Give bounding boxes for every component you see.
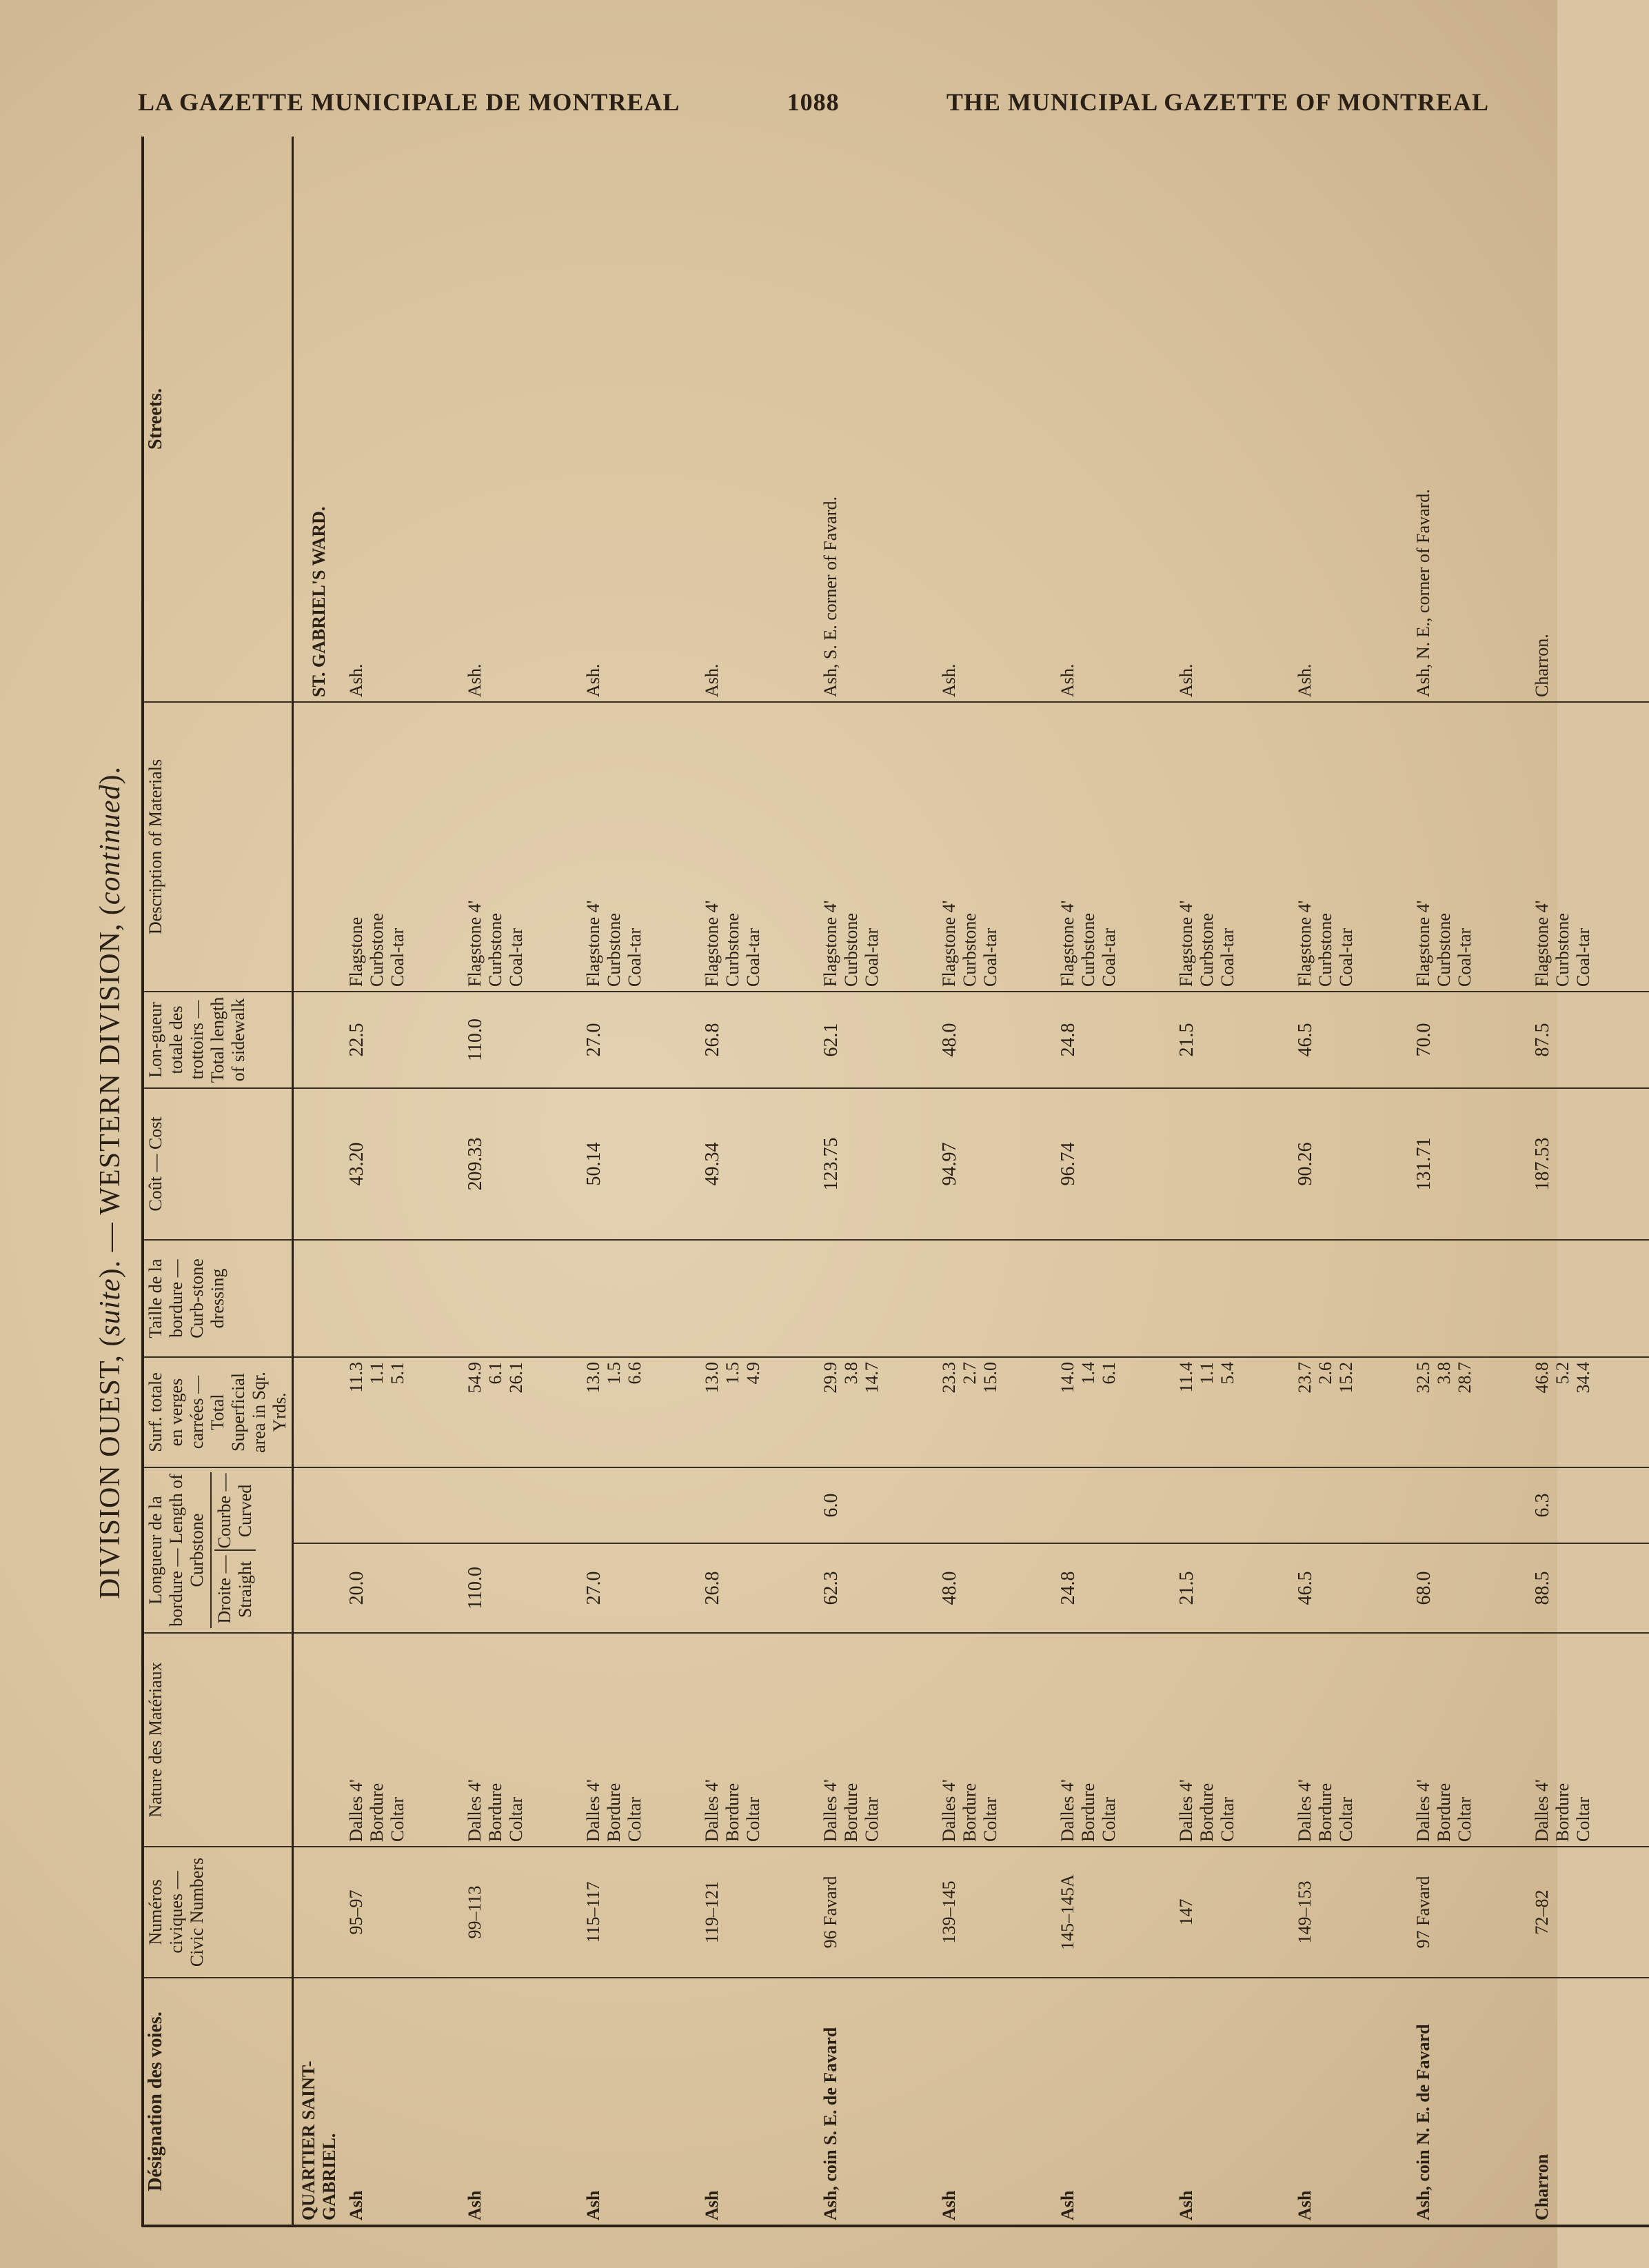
materials-cell-line: Curbstone — [722, 913, 742, 987]
surface-cell-line: 23.3 — [939, 1362, 959, 1394]
surface-cell-line: 15.0 — [980, 1362, 1000, 1394]
surface-cell — [582, 1357, 700, 1467]
surface-cell-line: 13.0 — [702, 1362, 722, 1394]
nature-cell-line: Dalles 4' — [1413, 1779, 1433, 1842]
nature-cell-line: Bordure — [1315, 1783, 1335, 1842]
page-number: 1088 — [787, 88, 840, 116]
nature-cell-line: Coltar — [506, 1797, 526, 1842]
sidewalk-length-cell: 48.0 — [938, 992, 1056, 1088]
col-streets: Streets. — [143, 137, 293, 702]
materials-cell-line: Coal-tar — [1455, 927, 1475, 987]
civic-number-cell: 139–145 — [938, 1847, 1056, 1978]
surface-cell-line: 13.0 — [583, 1362, 603, 1394]
surface-cell-line: 26.1 — [506, 1362, 526, 1394]
nature-cell-line: Coltar — [1099, 1797, 1119, 1842]
materials-cell-line: Curbstone — [960, 913, 980, 987]
sidewalk-length-cell: 26.8 — [700, 992, 819, 1088]
materials-cell-line: Flagstone 4' — [465, 900, 485, 987]
surface-cell — [345, 1357, 463, 1467]
rotated-page-body — [83, 138, 1593, 2227]
materials-cell — [463, 702, 582, 992]
materials-cell — [819, 702, 938, 992]
straight-length-cell: 24.8 — [1056, 1543, 1175, 1633]
surface-cell-line: 1.1 — [367, 1362, 387, 1385]
street-cell: Ash. — [463, 137, 582, 702]
sidewalk-length-cell: 110.0 — [463, 992, 582, 1088]
nature-cell — [1293, 1633, 1412, 1847]
materials-cell-line: Coal-tar — [1099, 927, 1119, 987]
nature-cell-line: Bordure — [1552, 1783, 1572, 1842]
sidewalk-length-cell: 24.8 — [1056, 992, 1175, 1088]
sidewalk-length-cell: 87.5 — [1530, 992, 1649, 1088]
col-designation: Désignation des voies. — [143, 1978, 293, 2226]
materials-cell-line: Coal-tar — [387, 927, 407, 987]
surface-cell-line: 5.1 — [387, 1362, 407, 1385]
curved-length-cell — [938, 1467, 1056, 1543]
nature-cell-line: Dalles 4' — [820, 1779, 840, 1842]
surface-cell-line: 2.7 — [960, 1362, 980, 1385]
designation-cell: Ash, coin S. E. de Favard — [819, 1978, 938, 2226]
civic-number-cell: 96 Favard — [819, 1847, 938, 1978]
street-cell: Ash. — [938, 137, 1056, 702]
cost-cell: 209.33 — [463, 1088, 582, 1240]
materials-cell — [582, 702, 700, 992]
street-cell: Ash, S. E. corner of Favard. — [819, 137, 938, 702]
dressing-cell — [700, 1240, 819, 1357]
dressing-cell — [1412, 1240, 1530, 1357]
civic-number-cell: 97 Favard — [1412, 1847, 1530, 1978]
nature-cell — [700, 1633, 819, 1847]
street-cell: Ash. — [700, 137, 819, 702]
civic-number-cell: 145–145A — [1056, 1847, 1175, 1978]
nature-cell-line: Bordure — [1434, 1783, 1454, 1842]
nature-cell-line: Dalles 4' — [702, 1779, 722, 1842]
nature-cell — [1056, 1633, 1175, 1847]
dressing-cell — [463, 1240, 582, 1357]
nature-cell-line: Dalles 4' — [583, 1779, 603, 1842]
surface-cell-line: 6.1 — [1099, 1362, 1119, 1385]
col-cost: Coût — Cost — [143, 1088, 293, 1240]
nature-cell-line: Coltar — [1217, 1797, 1237, 1842]
straight-length-cell: 48.0 — [938, 1543, 1056, 1633]
materials-cell-line: Flagstone 4' — [1413, 900, 1433, 987]
col-length — [143, 1467, 293, 1633]
table-row — [819, 137, 938, 2226]
straight-length-cell: 88.5 — [1530, 1543, 1649, 1633]
straight-length-cell: 68.0 — [1412, 1543, 1530, 1633]
ward-french: QUARTIER SAINT-GABRIEL. — [293, 1978, 345, 2226]
designation-cell: Ash — [582, 1978, 700, 2226]
materials-cell — [1175, 702, 1293, 992]
surface-cell-line: 11.4 — [1176, 1362, 1196, 1393]
table-row — [345, 137, 463, 2226]
col-dressing: Taille de la bordure — Curb-stone dressing — [143, 1240, 293, 1357]
surface-cell-line: 14.7 — [862, 1362, 882, 1394]
materials-cell-line: Coal-tar — [625, 927, 645, 987]
curved-length-cell — [345, 1467, 463, 1543]
civic-number-cell: 147 — [1175, 1847, 1293, 1978]
designation-cell: Ash — [1175, 1978, 1293, 2226]
title-continued: continued — [94, 784, 126, 905]
nature-cell — [938, 1633, 1056, 1847]
ward-row — [293, 137, 345, 2226]
title-prefix: DIVISION OUEST, ( — [94, 1336, 126, 1599]
materials-cell-line: Flagstone 4' — [583, 900, 603, 987]
surface-cell — [700, 1357, 819, 1467]
designation-cell: Ash — [1056, 1978, 1175, 2226]
straight-length-cell: 46.5 — [1293, 1543, 1412, 1633]
sidewalk-length-cell: 27.0 — [582, 992, 700, 1088]
nature-cell-line: Coltar — [1336, 1797, 1356, 1842]
cost-cell: 43.20 — [345, 1088, 463, 1240]
street-cell: Ash, N. E., corner of Favard. — [1412, 137, 1530, 702]
nature-cell-line: Coltar — [980, 1797, 1000, 1842]
materials-cell-line: Curbstone — [1552, 913, 1572, 987]
designation-cell: Ash, coin N. E. de Favard — [1412, 1978, 1530, 2226]
header-english-title: THE MUNICIPAL GAZETTE OF MONTREAL — [946, 88, 1489, 116]
civic-number-cell: 72–82 — [1530, 1847, 1649, 1978]
cost-cell: 49.34 — [700, 1088, 819, 1240]
nature-cell-line: Bordure — [1078, 1783, 1098, 1842]
page-title — [83, 138, 138, 2227]
cost-cell: 96.74 — [1056, 1088, 1175, 1240]
cost-cell: 50.14 — [582, 1088, 700, 1240]
dressing-cell — [1293, 1240, 1412, 1357]
materials-cell-line: Flagstone 4' — [820, 900, 840, 987]
street-cell: Ash. — [1056, 137, 1175, 702]
materials-cell-line: Curbstone — [1434, 913, 1454, 987]
nature-cell-line: Coltar — [862, 1797, 882, 1842]
nature-cell — [345, 1633, 463, 1847]
street-cell: Ash. — [582, 137, 700, 702]
nature-cell-line: Coltar — [625, 1797, 645, 1842]
table-row — [1530, 137, 1649, 2226]
col-civic: Numéros civiques — Civic Numbers — [143, 1847, 293, 1978]
table-row — [938, 137, 1056, 2226]
straight-length-cell: 110.0 — [463, 1543, 582, 1633]
designation-cell: Ash — [1293, 1978, 1412, 2226]
curved-length-cell — [1175, 1467, 1293, 1543]
nature-cell — [1412, 1633, 1530, 1847]
surface-cell-line: 3.8 — [841, 1362, 861, 1385]
materials-cell — [938, 702, 1056, 992]
materials-cell — [1412, 702, 1530, 992]
col-sidewalk: Lon-gueur totale des trottoirs — Total length of sidewalk — [143, 992, 293, 1088]
straight-length-cell: 20.0 — [345, 1543, 463, 1633]
materials-cell — [700, 702, 819, 992]
surface-cell-line: 4.9 — [743, 1362, 763, 1385]
designation-cell: Ash — [700, 1978, 819, 2226]
cost-cell: 131.71 — [1412, 1088, 1530, 1240]
nature-cell-line: Dalles 4' — [1295, 1779, 1315, 1842]
dressing-cell — [819, 1240, 938, 1357]
sidewalk-length-cell: 46.5 — [1293, 992, 1412, 1088]
dressing-cell — [345, 1240, 463, 1357]
street-cell: Ash. — [1175, 137, 1293, 702]
nature-cell — [582, 1633, 700, 1847]
civic-number-cell: 149–153 — [1293, 1847, 1412, 1978]
nature-cell-line: Dalles 4' — [1058, 1779, 1078, 1842]
curved-length-cell — [700, 1467, 819, 1543]
surface-cell-line: 6.6 — [625, 1362, 645, 1385]
materials-cell — [1530, 702, 1649, 992]
materials-cell-line: Curbstone — [485, 913, 505, 987]
col-curved: Courbe — Curved — [214, 1472, 256, 1551]
nature-cell — [1530, 1633, 1649, 1847]
designation-cell: Charron — [1530, 1978, 1649, 2226]
surface-cell — [1293, 1357, 1412, 1467]
surface-cell-line: 6.1 — [485, 1362, 505, 1385]
surface-cell-line: 1.4 — [1078, 1362, 1098, 1385]
materials-cell-line: Curbstone — [1315, 913, 1335, 987]
materials-cell — [1056, 702, 1175, 992]
sidewalk-ledger-table — [141, 137, 1649, 2227]
nature-cell-line: Bordure — [367, 1783, 387, 1842]
cost-cell: 94.97 — [938, 1088, 1056, 1240]
surface-cell-line: 1.5 — [722, 1362, 742, 1385]
curved-length-cell — [1412, 1467, 1530, 1543]
surface-cell-line: 54.9 — [465, 1362, 485, 1394]
title-suite: suite — [94, 1278, 126, 1336]
surface-cell-line: 28.7 — [1455, 1362, 1475, 1394]
table-row — [1175, 137, 1293, 2226]
nature-cell-line: Dalles 4' — [1532, 1779, 1552, 1842]
designation-cell: Ash — [463, 1978, 582, 2226]
dressing-cell — [938, 1240, 1056, 1357]
surface-cell-line: 5.4 — [1217, 1362, 1237, 1385]
cost-cell: 123.75 — [819, 1088, 938, 1240]
surface-cell — [938, 1357, 1056, 1467]
civic-number-cell: 99–113 — [463, 1847, 582, 1978]
nature-cell-line: Bordure — [604, 1783, 624, 1842]
nature-cell — [819, 1633, 938, 1847]
nature-cell-line: Bordure — [722, 1783, 742, 1842]
surface-cell — [819, 1357, 938, 1467]
surface-cell-line: 1.1 — [1197, 1362, 1217, 1385]
nature-cell-line: Coltar — [387, 1797, 407, 1842]
materials-cell-line: Flagstone 4' — [939, 900, 959, 987]
materials-cell-line: Coal-tar — [980, 927, 1000, 987]
surface-cell — [1056, 1357, 1175, 1467]
materials-cell-line: Curbstone — [841, 913, 861, 987]
ward-english: ST. GABRIEL'S WARD. — [293, 137, 345, 702]
surface-cell-line: 15.2 — [1336, 1362, 1356, 1394]
materials-cell-line: Curbstone — [367, 913, 387, 987]
curved-length-cell: 6.3 — [1530, 1467, 1649, 1543]
col-straight: Droite — Straight — [214, 1555, 255, 1624]
surface-cell — [1530, 1357, 1649, 1467]
straight-length-cell: 21.5 — [1175, 1543, 1293, 1633]
surface-cell — [1412, 1357, 1530, 1467]
col-description: Description of Materials — [143, 702, 293, 992]
materials-cell-line: Curbstone — [604, 913, 624, 987]
materials-cell-line: Coal-tar — [1336, 927, 1356, 987]
materials-cell-line: Flagstone 4' — [702, 900, 722, 987]
nature-cell-line: Dalles 4' — [1176, 1779, 1196, 1842]
surface-cell — [463, 1357, 582, 1467]
curved-length-cell — [1293, 1467, 1412, 1543]
nature-cell-line: Coltar — [743, 1797, 763, 1842]
nature-cell-line: Bordure — [485, 1783, 505, 1842]
surface-cell-line: 11.3 — [346, 1362, 366, 1393]
curved-length-cell — [463, 1467, 582, 1543]
curved-length-cell — [1056, 1467, 1175, 1543]
designation-cell: Ash — [938, 1978, 1056, 2226]
nature-cell-line: Dalles 4' — [346, 1779, 366, 1842]
table-row — [700, 137, 819, 2226]
col-length-label: Longueur de la bordure — Length of Curbstone — [145, 1474, 207, 1627]
street-cell: Charron. — [1530, 137, 1649, 702]
nature-cell-line: Coltar — [1573, 1797, 1593, 1842]
table-row — [1293, 137, 1412, 2226]
materials-cell-line: Coal-tar — [1573, 927, 1593, 987]
cost-cell — [1175, 1088, 1293, 1240]
curved-length-cell — [582, 1467, 700, 1543]
civic-number-cell: 95–97 — [345, 1847, 463, 1978]
nature-cell — [463, 1633, 582, 1847]
straight-length-cell: 27.0 — [582, 1543, 700, 1633]
surface-cell-line: 46.8 — [1532, 1362, 1552, 1394]
materials-cell-line: Flagstone 4' — [1532, 900, 1552, 987]
materials-cell-line: Curbstone — [1078, 913, 1098, 987]
nature-cell — [1175, 1633, 1293, 1847]
materials-cell — [1293, 702, 1412, 992]
designation-cell: Ash — [345, 1978, 463, 2226]
street-cell: Ash. — [1293, 137, 1412, 702]
running-head — [138, 81, 1489, 123]
surface-cell-line: 32.5 — [1413, 1362, 1433, 1394]
nature-cell-line: Bordure — [1197, 1783, 1217, 1842]
civic-number-cell: 115–117 — [582, 1847, 700, 1978]
surface-cell-line: 5.2 — [1552, 1362, 1572, 1385]
sidewalk-length-cell: 22.5 — [345, 992, 463, 1088]
dressing-cell — [1175, 1240, 1293, 1357]
materials-cell-line: Coal-tar — [1217, 927, 1237, 987]
materials-cell-line: Coal-tar — [743, 927, 763, 987]
cost-cell: 187.53 — [1530, 1088, 1649, 1240]
surface-cell-line: 14.0 — [1058, 1362, 1078, 1394]
nature-cell-line: Bordure — [841, 1783, 861, 1842]
straight-length-cell: 62.3 — [819, 1543, 938, 1633]
table-header-row — [143, 137, 293, 2226]
nature-cell-line: Dalles 4' — [465, 1779, 485, 1842]
materials-cell-line: Flagstone 4' — [1058, 900, 1078, 987]
table-row — [1412, 137, 1530, 2226]
nature-cell-line: Dalles 4' — [939, 1779, 959, 1842]
sidewalk-length-cell: 70.0 — [1412, 992, 1530, 1088]
sidewalk-length-cell: 21.5 — [1175, 992, 1293, 1088]
civic-number-cell: 119–121 — [700, 1847, 819, 1978]
nature-cell-line: Bordure — [960, 1783, 980, 1842]
surface-cell-line: 1.5 — [604, 1362, 624, 1385]
sidewalk-length-cell: 62.1 — [819, 992, 938, 1088]
table-row — [582, 137, 700, 2226]
street-cell: Ash. — [345, 137, 463, 702]
surface-cell — [1175, 1357, 1293, 1467]
dressing-cell — [1530, 1240, 1649, 1357]
title-suffix: ). — [94, 766, 126, 785]
surface-cell-line: 34.4 — [1573, 1362, 1593, 1394]
dressing-cell — [582, 1240, 700, 1357]
header-french-title: LA GAZETTE MUNICIPALE DE MONTREAL — [138, 88, 680, 116]
surface-cell-line: 29.9 — [820, 1362, 840, 1394]
curved-length-cell: 6.0 — [819, 1467, 938, 1543]
cost-cell: 90.26 — [1293, 1088, 1412, 1240]
title-middle: ). — WESTERN DIVISION, ( — [94, 905, 126, 1278]
col-surface: Surf. totale en verges carrées — Total Superficial area in Sqr. Yrds. — [143, 1357, 293, 1467]
surface-cell-line: 23.7 — [1295, 1362, 1315, 1394]
nature-cell-line: Coltar — [1455, 1797, 1475, 1842]
table-row — [463, 137, 582, 2226]
surface-cell-line: 2.6 — [1315, 1362, 1335, 1385]
col-nature: Nature des Matériaux — [143, 1633, 293, 1847]
surface-cell-line: 3.8 — [1434, 1362, 1454, 1385]
straight-length-cell: 26.8 — [700, 1543, 819, 1633]
materials-cell — [345, 702, 463, 992]
materials-cell-line: Flagstone — [346, 916, 366, 987]
materials-cell-line: Coal-tar — [862, 927, 882, 987]
materials-cell-line: Flagstone 4' — [1176, 900, 1196, 987]
materials-cell-line: Curbstone — [1197, 913, 1217, 987]
dressing-cell — [1056, 1240, 1175, 1357]
table-row — [1056, 137, 1175, 2226]
materials-cell-line: Flagstone 4' — [1295, 900, 1315, 987]
materials-cell-line: Coal-tar — [506, 927, 526, 987]
